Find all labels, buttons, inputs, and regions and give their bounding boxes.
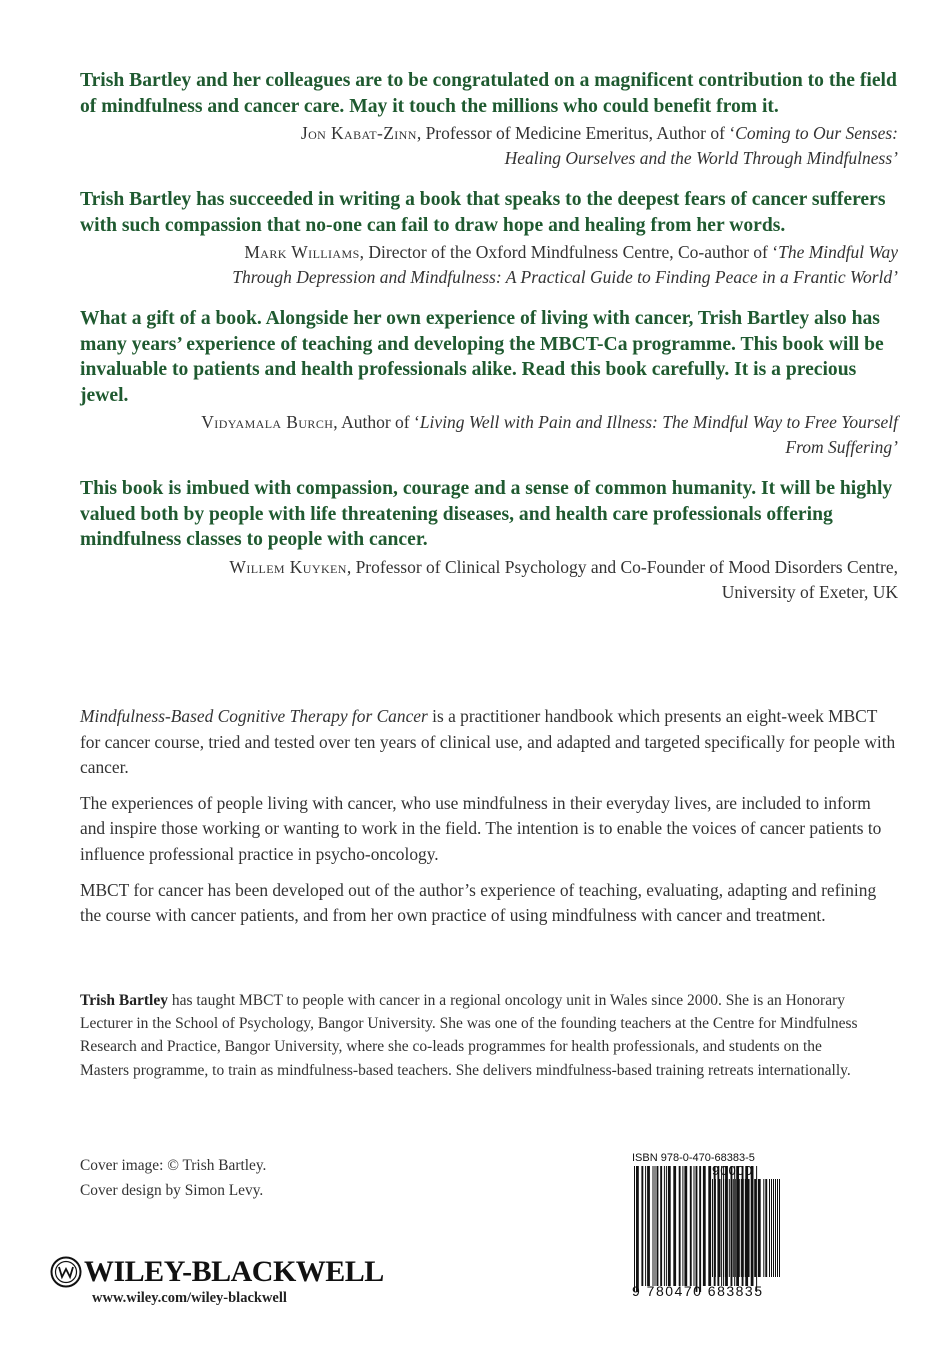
- endorsement: [80, 476, 898, 605]
- barcode-bar: [754, 1179, 756, 1277]
- barcode-bar: [666, 1166, 667, 1286]
- barcode-bar: [673, 1166, 676, 1286]
- barcode-bar: [694, 1166, 695, 1286]
- publisher-logo: [50, 1253, 384, 1293]
- barcode-bar: [741, 1179, 742, 1277]
- endorser-name: Vidyamala Burch: [201, 412, 334, 432]
- barcode-bar: [733, 1179, 734, 1277]
- barcode-bar: [634, 1166, 635, 1292]
- ean-number: 9 780470 683835: [632, 1283, 764, 1299]
- barcode-bar: [723, 1179, 724, 1277]
- description-paragraph: The experiences of people living with cancer, who use mindfulness in their everyday lives, are included to inform and inspire those working or wanting to work in the field. The intention is to enable the voices of cancer patients to influence professional practice in psycho-oncology.: [80, 792, 882, 864]
- barcode-bar: [636, 1166, 639, 1292]
- barcode-bar: [773, 1179, 774, 1277]
- addon-barcode-bars: [712, 1179, 780, 1283]
- barcode-bar: [718, 1179, 721, 1277]
- endorsement: [80, 187, 898, 290]
- barcode-bar: [714, 1179, 716, 1277]
- barcode-bar: [645, 1166, 646, 1286]
- endorsement-quote: This book is imbued with compassion, courage and a sense of common humanity. It will be highly valued both by people with life threatening diseases, and health care professionals offering mindfulness classes to people with cancer.: [80, 478, 893, 550]
- endorsement-attribution: Mark Williams, Director of the Oxford Mindfulness Centre, Co-author of ‘The Mindful Way Through Depression and Mindfulness: A Practical Guide to Finding Peace in a Frantic World’: [232, 242, 898, 287]
- endorser-name: Jon Kabat-Zinn: [300, 123, 417, 143]
- cover-design-credit: Cover design by Simon Levy.: [80, 1182, 264, 1199]
- description-paragraph: MBCT for cancer has been developed out of the author’s experience of teaching, evaluating, adapting and refining the course with cancer patients, and from her own practice of using mindfulness with cancer and treatment.: [80, 879, 877, 926]
- publisher-name: WILEY-BLACKWELL: [84, 1255, 384, 1288]
- isbn-label: ISBN 978-0-470-68383-5: [632, 1152, 755, 1164]
- barcode-bar: [657, 1166, 659, 1286]
- barcode-bar: [752, 1179, 753, 1277]
- book-description: [80, 704, 900, 939]
- barcode-bar: [653, 1166, 654, 1286]
- barcode-bar: [735, 1179, 736, 1277]
- endorsements: [80, 68, 898, 621]
- barcode-bar: [758, 1179, 761, 1277]
- barcode-bar: [743, 1179, 744, 1277]
- endorsement: [80, 306, 898, 460]
- barcode-bar: [655, 1166, 656, 1286]
- publisher-url[interactable]: www.wiley.com/wiley-blackwell: [92, 1290, 287, 1306]
- wiley-seal-icon: [50, 1256, 82, 1288]
- barcode-bar: [690, 1166, 692, 1286]
- endorsement: [80, 68, 898, 171]
- barcode-bar: [699, 1166, 701, 1292]
- barcode-bar: [684, 1166, 687, 1286]
- barcode-bar: [708, 1166, 711, 1286]
- barcode-bar: [725, 1179, 727, 1277]
- endorsement-quote: Trish Bartley has succeeded in writing a book that speaks to the deepest fears of cancer sufferers with such compassion that no-one can fail to draw hope and healing from her words.: [80, 189, 886, 236]
- barcode-bar: [664, 1166, 665, 1286]
- price-addon: [712, 1165, 782, 1283]
- barcode-bar: [682, 1166, 683, 1286]
- barcode-bar: [737, 1179, 738, 1277]
- barcode-bar: [747, 1179, 750, 1277]
- addon-number: 90000: [712, 1163, 754, 1178]
- endorser-name: Willem Kuyken: [229, 556, 347, 577]
- endorsement-quote: Trish Bartley and her colleagues are to be congratulated on a magnificent contribution to the field of mindfulness and cancer care. May it touch the millions who could benefit from it.: [80, 70, 897, 117]
- endorsement-attribution: Vidyamala Burch, Author of ‘Living Well with Pain and Illness: The Mindful Way to Free Yourself From Suffering’: [201, 412, 898, 457]
- endorsement-attribution: Willem Kuyken, Professor of Clinical Psychology and Co-Founder of Mood Disorders Centre, University of Exeter, UK: [229, 556, 898, 602]
- barcode-bar: [775, 1179, 776, 1277]
- barcode-bar: [696, 1166, 698, 1292]
- author-name: Trish Bartley: [80, 992, 168, 1009]
- barcode-bar: [771, 1179, 772, 1277]
- barcode-bar: [729, 1179, 730, 1277]
- cover-credits: [80, 1153, 266, 1203]
- barcode-bar: [765, 1179, 767, 1277]
- endorsement-quote: What a gift of a book. Alongside her own experience of living with cancer, Trish Bartley also has many years’ experience of teaching and developing the MBCT-Ca programme. This book will be invaluable to patients and health professionals alike. Read this book carefully. It is a precious jewel.: [80, 308, 884, 406]
- barcode-bar: [779, 1179, 780, 1277]
- barcode-bar: [679, 1166, 681, 1286]
- barcode-bar: [712, 1179, 713, 1277]
- barcode-bar: [703, 1166, 706, 1286]
- barcode-bar: [745, 1179, 746, 1277]
- barcode-bar: [731, 1179, 732, 1277]
- cover-image-credit: Cover image: © Trish Bartley.: [80, 1157, 267, 1174]
- author-bio: Trish Bartley has taught MBCT to people with cancer in a regional oncology unit in Wales since 2000. She is an Honorary Lecturer in the School of Psychology, Bangor University. She was one of the founding teachers at the Centre for Mindfulness Research and Practice, Bangor University, where she co-leads programmes for health professionals, and students on the Masters programme, to train as mindfulness-based teachers. She delivers mindfulness-based training retreats internationally.: [80, 992, 858, 1079]
- barcode-bar: [641, 1166, 643, 1286]
- barcode-bar: [777, 1179, 778, 1277]
- barcode-bar: [660, 1166, 662, 1286]
- endorser-name: Mark Williams: [244, 242, 360, 262]
- endorsement-attribution: Jon Kabat-Zinn, Professor of Medicine Emeritus, Author of ‘Coming to Our Senses: Healing Ourselves and the World Through Mindfulness’: [300, 123, 898, 168]
- barcode-bar: [647, 1166, 650, 1286]
- barcode-bar: [769, 1179, 770, 1277]
- book-title: Mindfulness-Based Cognitive Therapy for Cancer: [80, 706, 428, 726]
- barcode-bar: [739, 1179, 740, 1277]
- description-paragraph: Mindfulness-Based Cognitive Therapy for Cancer is a practitioner handbook which presents an eight-week MBCT for cancer course, tried and tested over ten years of clinical use, and adapted and targeted specifically for people with cancer.: [80, 706, 896, 778]
- barcode-bar: [763, 1179, 764, 1277]
- barcode-bar: [668, 1166, 671, 1286]
